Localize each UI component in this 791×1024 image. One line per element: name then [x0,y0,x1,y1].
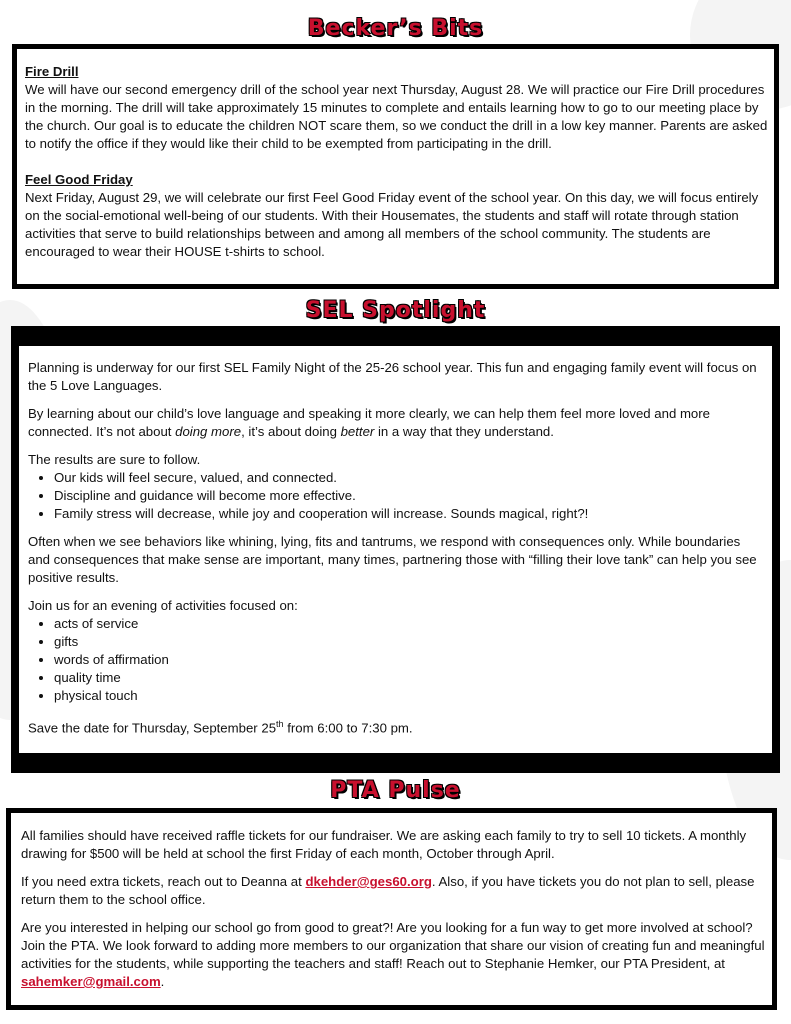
sel-save-the-date: Save the date for Thursday, September 25th from 6:00 to 7:30 pm. [28,719,413,736]
sel-spotlight-title: SEL Spotlight [305,298,486,323]
pta-join-paragraph: Are you interested in helping our school go from good to great?! Are you looking for a fun way to get more involved at school? Join the PTA. We look forward to adding more members to our organization that share our vision of creating fun and meaningful activities for the students, while supporting the teachers and staff! Reach out to Stephanie Hemker, our PTA President, at sahemker@gmail.com. [21,920,765,989]
feel-good-friday-heading: Feel Good Friday [25,172,133,187]
pta-tickets-paragraph: If you need extra tickets, reach out to Deanna at dkehder@ges60.org. Also, if you have tickets you do not plan to sell, please return them to the school office. [21,874,755,907]
sel-results-lead: The results are sure to follow. [28,452,201,467]
list-item: • words of affirmation [54,651,763,669]
pta-pulse-title: PTA Pulse [330,778,461,803]
fire-drill-heading: Fire Drill [25,64,79,79]
list-item: • Family stress will decrease, while joy and cooperation will increase. Sounds magical, right?! [54,505,763,523]
list-item: • quality time [54,669,763,687]
sel-intro: Planning is underway for our first SEL Family Night of the 25-26 school year. This fun and engaging family event will focus on the 5 Love Languages. [28,360,757,393]
stephanie-email-link[interactable]: sahemker@gmail.com [21,974,161,989]
list-item: • Discipline and guidance will become more effective. [54,487,763,505]
pta-raffle-paragraph: All families should have received raffle tickets for our fundraiser. We are asking each family to try to sell 10 tickets. A monthly drawing for $500 will be held at school the first Friday of each month, October through April. [21,828,747,861]
beckers-bits-title: Becker’s Bits [307,16,484,41]
sel-activities-list [28,615,763,705]
deanna-email-link[interactable]: dkehder@ges60.org [305,874,432,889]
list-item: • acts of service [54,615,763,633]
fire-drill-body: We will have our second emergency drill of the school year next Thursday, August 28. We will practice our Fire Drill procedures in the morning. The drill will take approximately 15 minutes to complete and entails learning how to go to our meeting place by the church. Our goal is to educate the children NOT scare them, so we conduct the drill in a low key manner. Parents are asked to notify the office if they would like their child to be exempted from participating in the drill. [25,82,768,151]
sel-join-lead: Join us for an evening of activities focused on: [28,598,298,613]
beckers-bits-box [12,44,779,289]
list-item: • gifts [54,633,763,651]
sel-love-language-paragraph: By learning about our child’s love language and speaking it more clearly, we can help them feel more loved and more connected. It’s not about doing more, it’s about doing better in a way that they understand. [28,406,710,439]
sel-spotlight-box [11,326,780,773]
list-item: • Our kids will feel secure, valued, and connected. [54,469,763,487]
list-item: • physical touch [54,687,763,705]
pta-pulse-box [6,808,777,1010]
sel-results-list [28,469,763,523]
feel-good-friday-body: Next Friday, August 29, we will celebrate our first Feel Good Friday event of the school year. On this day, we will focus entirely on the social-emotional well-being of our students. With their Housemates, the students and staff will rotate through station activities that serve to build relationships between and among all members of the school community. The students are encouraged to wear their HOUSE t-shirts to school. [25,190,759,259]
sel-behaviors-paragraph: Often when we see behaviors like whining, lying, fits and tantrums, we respond with consequences only. While boundaries and consequences that make sense are important, many times, partnering those with “filling their love tank” can help you see positive results. [28,534,757,585]
